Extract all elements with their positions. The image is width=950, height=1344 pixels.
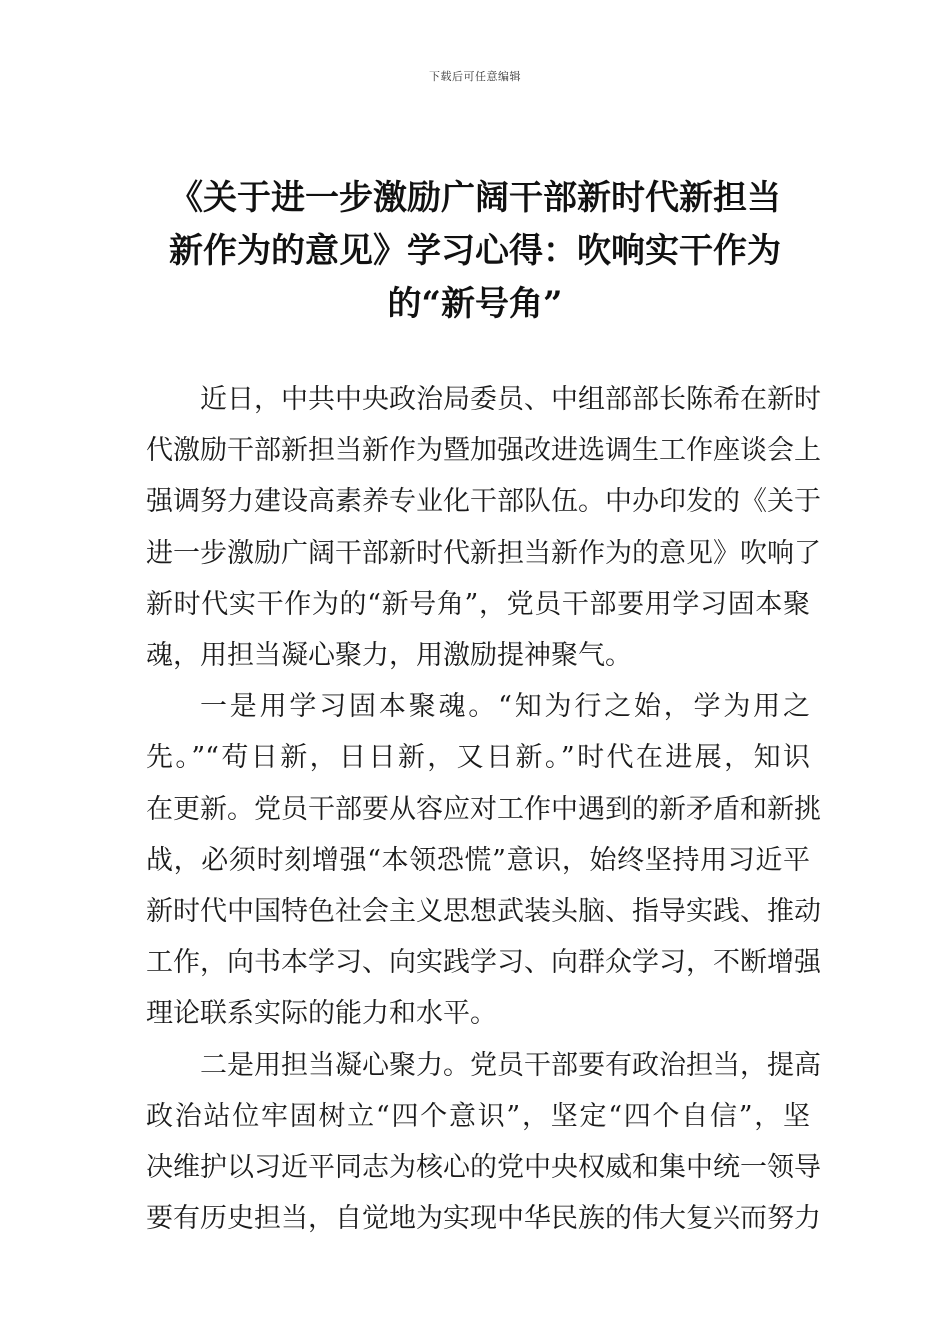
text-line: 近日，中共中央政治局委员、中组部部长陈希在新时	[200, 384, 821, 415]
document-body	[146, 374, 821, 1244]
text-line: 进一步激励广阔干部新时代新担当新作为的意见》吹响了	[146, 537, 821, 569]
title-line: 《关于进一步激励广阔干部新时代新担当	[169, 178, 781, 218]
text-line: 理论联系实际的能力和水平。	[146, 998, 497, 1030]
text-line: 代激励干部新担当新作为暨加强改进选调生工作座谈会上	[146, 435, 821, 467]
title-line: 的“新号角”	[387, 284, 563, 324]
text-line: 工作，向书本学习、向实践学习、向群众学习，不断增强	[146, 947, 821, 979]
text-line: 二是用担当凝心聚力。党员干部要有政治担当，提高	[200, 1049, 821, 1081]
text-line: 新时代实干作为的“新号角”，党员干部要用学习固本聚	[146, 588, 810, 620]
text-line: 先。”“苟日新，日日新，又日新。”时代在进展，知识	[146, 742, 810, 774]
title-line: 新作为的意见》学习心得：吹响实干作为	[169, 231, 781, 271]
paragraph-point-one	[146, 681, 821, 1039]
paragraph-point-two	[146, 1040, 821, 1245]
text-line: 在更新。党员干部要从容应对工作中遇到的新矛盾和新挑	[146, 793, 821, 825]
text-line: 魂，用担当凝心聚力，用激励提神聚气。	[146, 640, 632, 672]
text-line: 决维护以习近平同志为核心的党中央权威和集中统一领导	[146, 1152, 821, 1184]
text-line: 要有历史担当，自觉地为实现中华民族的伟大复兴而努力	[146, 1203, 821, 1235]
text-line: 政治站位牢固树立“四个意识”，坚定“四个自信”，坚	[146, 1100, 810, 1132]
header-note: 下载后可任意编辑	[429, 70, 521, 83]
text-line: 强调努力建设高素养专业化干部队伍。中办印发的《关于	[146, 486, 821, 518]
text-line: 战，必须时刻增强“本领恐慌”意识，始终坚持用习近平	[146, 844, 810, 876]
text-line: 新时代中国特色社会主义思想武装头脑、指导实践、推动	[146, 896, 821, 928]
text-line: 一是用学习固本聚魂。“知为行之始，学为用之	[200, 691, 810, 723]
document-title	[140, 172, 810, 331]
paragraph-intro	[146, 374, 821, 681]
